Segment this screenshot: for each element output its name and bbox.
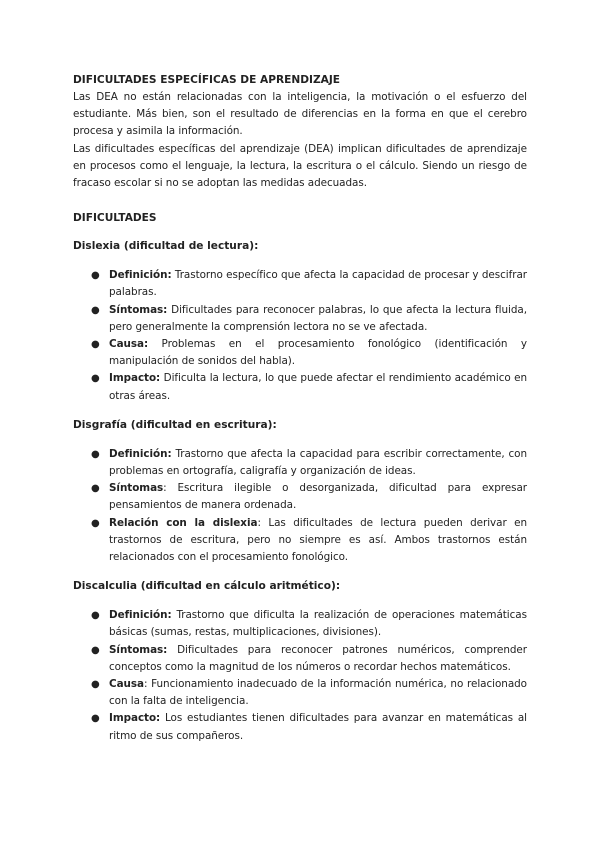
bullet-icon: ● [91, 713, 100, 725]
disgrafia-list [73, 446, 527, 566]
bullet-icon: ● [91, 517, 100, 529]
bullet-icon: ● [91, 610, 100, 622]
item-text: Trastorno específico que afecta la capacidad de procesar y descifrar palabras. [109, 269, 527, 299]
item-text: : Las dificultades de lectura pueden derivar en trastornos de escritura, pero no siempre es así. Ambos trastornos están relacionados con el procesamiento fonológico. [109, 516, 527, 564]
bullet-icon: ● [91, 339, 100, 351]
section-heading: DIFICULTADES [73, 212, 157, 225]
list-item [91, 607, 527, 641]
item-label: Relación con la dislexia [109, 516, 258, 529]
item-text: : Funcionamiento inadecuado de la información numérica, no relacionado con la falta de inteligencia. [109, 678, 527, 708]
item-label: Síntomas: [109, 643, 168, 656]
item-text: Problemas en el procesamiento fonológico (identificación y manipulación de sonidos del habla). [109, 338, 527, 368]
intro-paragraph: Las DEA no están relacionadas con la inteligencia, la motivación o el esfuerzo del estudiante. Más bien, son el resultado de diferencias en la forma en que el cerebro procesa y asimila la información. [73, 91, 527, 138]
list-item [91, 515, 527, 567]
list-item [91, 370, 527, 404]
item-label: Causa [109, 678, 144, 691]
intro-paragraph: Las dificultades específicas del aprendizaje (DEA) implican dificultades de aprendizaje en procesos como el lenguaje, la lectura, la escritura o el cálculo. Siendo un riesgo de fracaso escolar si no se adoptan las medidas adecuadas. [73, 142, 527, 190]
item-label: Impacto: [109, 372, 161, 385]
item-label: Síntomas: [109, 303, 168, 316]
item-label: Síntomas [109, 482, 164, 495]
item-text: Los estudiantes tienen dificultades para avanzar en matemáticas al ritmo de sus compañeros. [109, 712, 527, 742]
bullet-icon: ● [91, 483, 100, 495]
list-item [91, 302, 527, 336]
bullet-icon: ● [91, 644, 100, 656]
list-item [91, 642, 527, 676]
list-item [91, 336, 527, 370]
list-item [91, 480, 527, 514]
bullet-icon: ● [91, 304, 100, 316]
list-item [91, 710, 527, 744]
item-label: Definición: [109, 447, 172, 460]
disgrafia-heading: Disgrafía (dificultad en escritura): [73, 418, 277, 431]
list-item [91, 267, 527, 301]
bullet-icon: ● [91, 270, 100, 282]
item-label: Impacto: [109, 712, 161, 725]
item-text: Dificultades para reconocer patrones numéricos, comprender conceptos como la magnitud de los números o recordar hechos matemáticos. [109, 643, 527, 673]
item-label: Causa: [109, 338, 149, 351]
item-text: Dificultades para reconocer palabras, lo que afecta la lectura fluida, pero generalmente la comprensión lectora no se ve afectada. [109, 303, 527, 333]
bullet-icon: ● [91, 373, 100, 385]
discalculia-list [73, 607, 527, 745]
item-text: Trastorno que dificulta la realización de operaciones matemáticas básicas (sumas, restas, multiplicaciones, divisiones). [109, 609, 527, 639]
list-item [91, 446, 527, 480]
item-label: Definición: [109, 269, 172, 282]
item-text: : Escritura ilegible o desorganizada, dificultad para expresar pensamientos de manera ordenada. [109, 482, 527, 512]
item-text: Dificulta la lectura, lo que puede afectar el rendimiento académico en otras áreas. [109, 372, 527, 402]
dislexia-heading: Dislexia (dificultad de lectura): [73, 240, 259, 253]
bullet-icon: ● [91, 679, 100, 691]
discalculia-heading: Discalculia (dificultad en cálculo aritmético): [73, 580, 341, 593]
dislexia-list [73, 267, 527, 405]
item-label: Definición: [109, 609, 172, 622]
document-title: DIFICULTADES ESPECÍFICAS DE APRENDIZAJE [73, 74, 341, 86]
bullet-icon: ● [91, 448, 100, 460]
list-item [91, 676, 527, 710]
item-text: Trastorno que afecta la capacidad para escribir correctamente, con problemas en ortografía, caligrafía y organización de ideas. [109, 447, 527, 478]
